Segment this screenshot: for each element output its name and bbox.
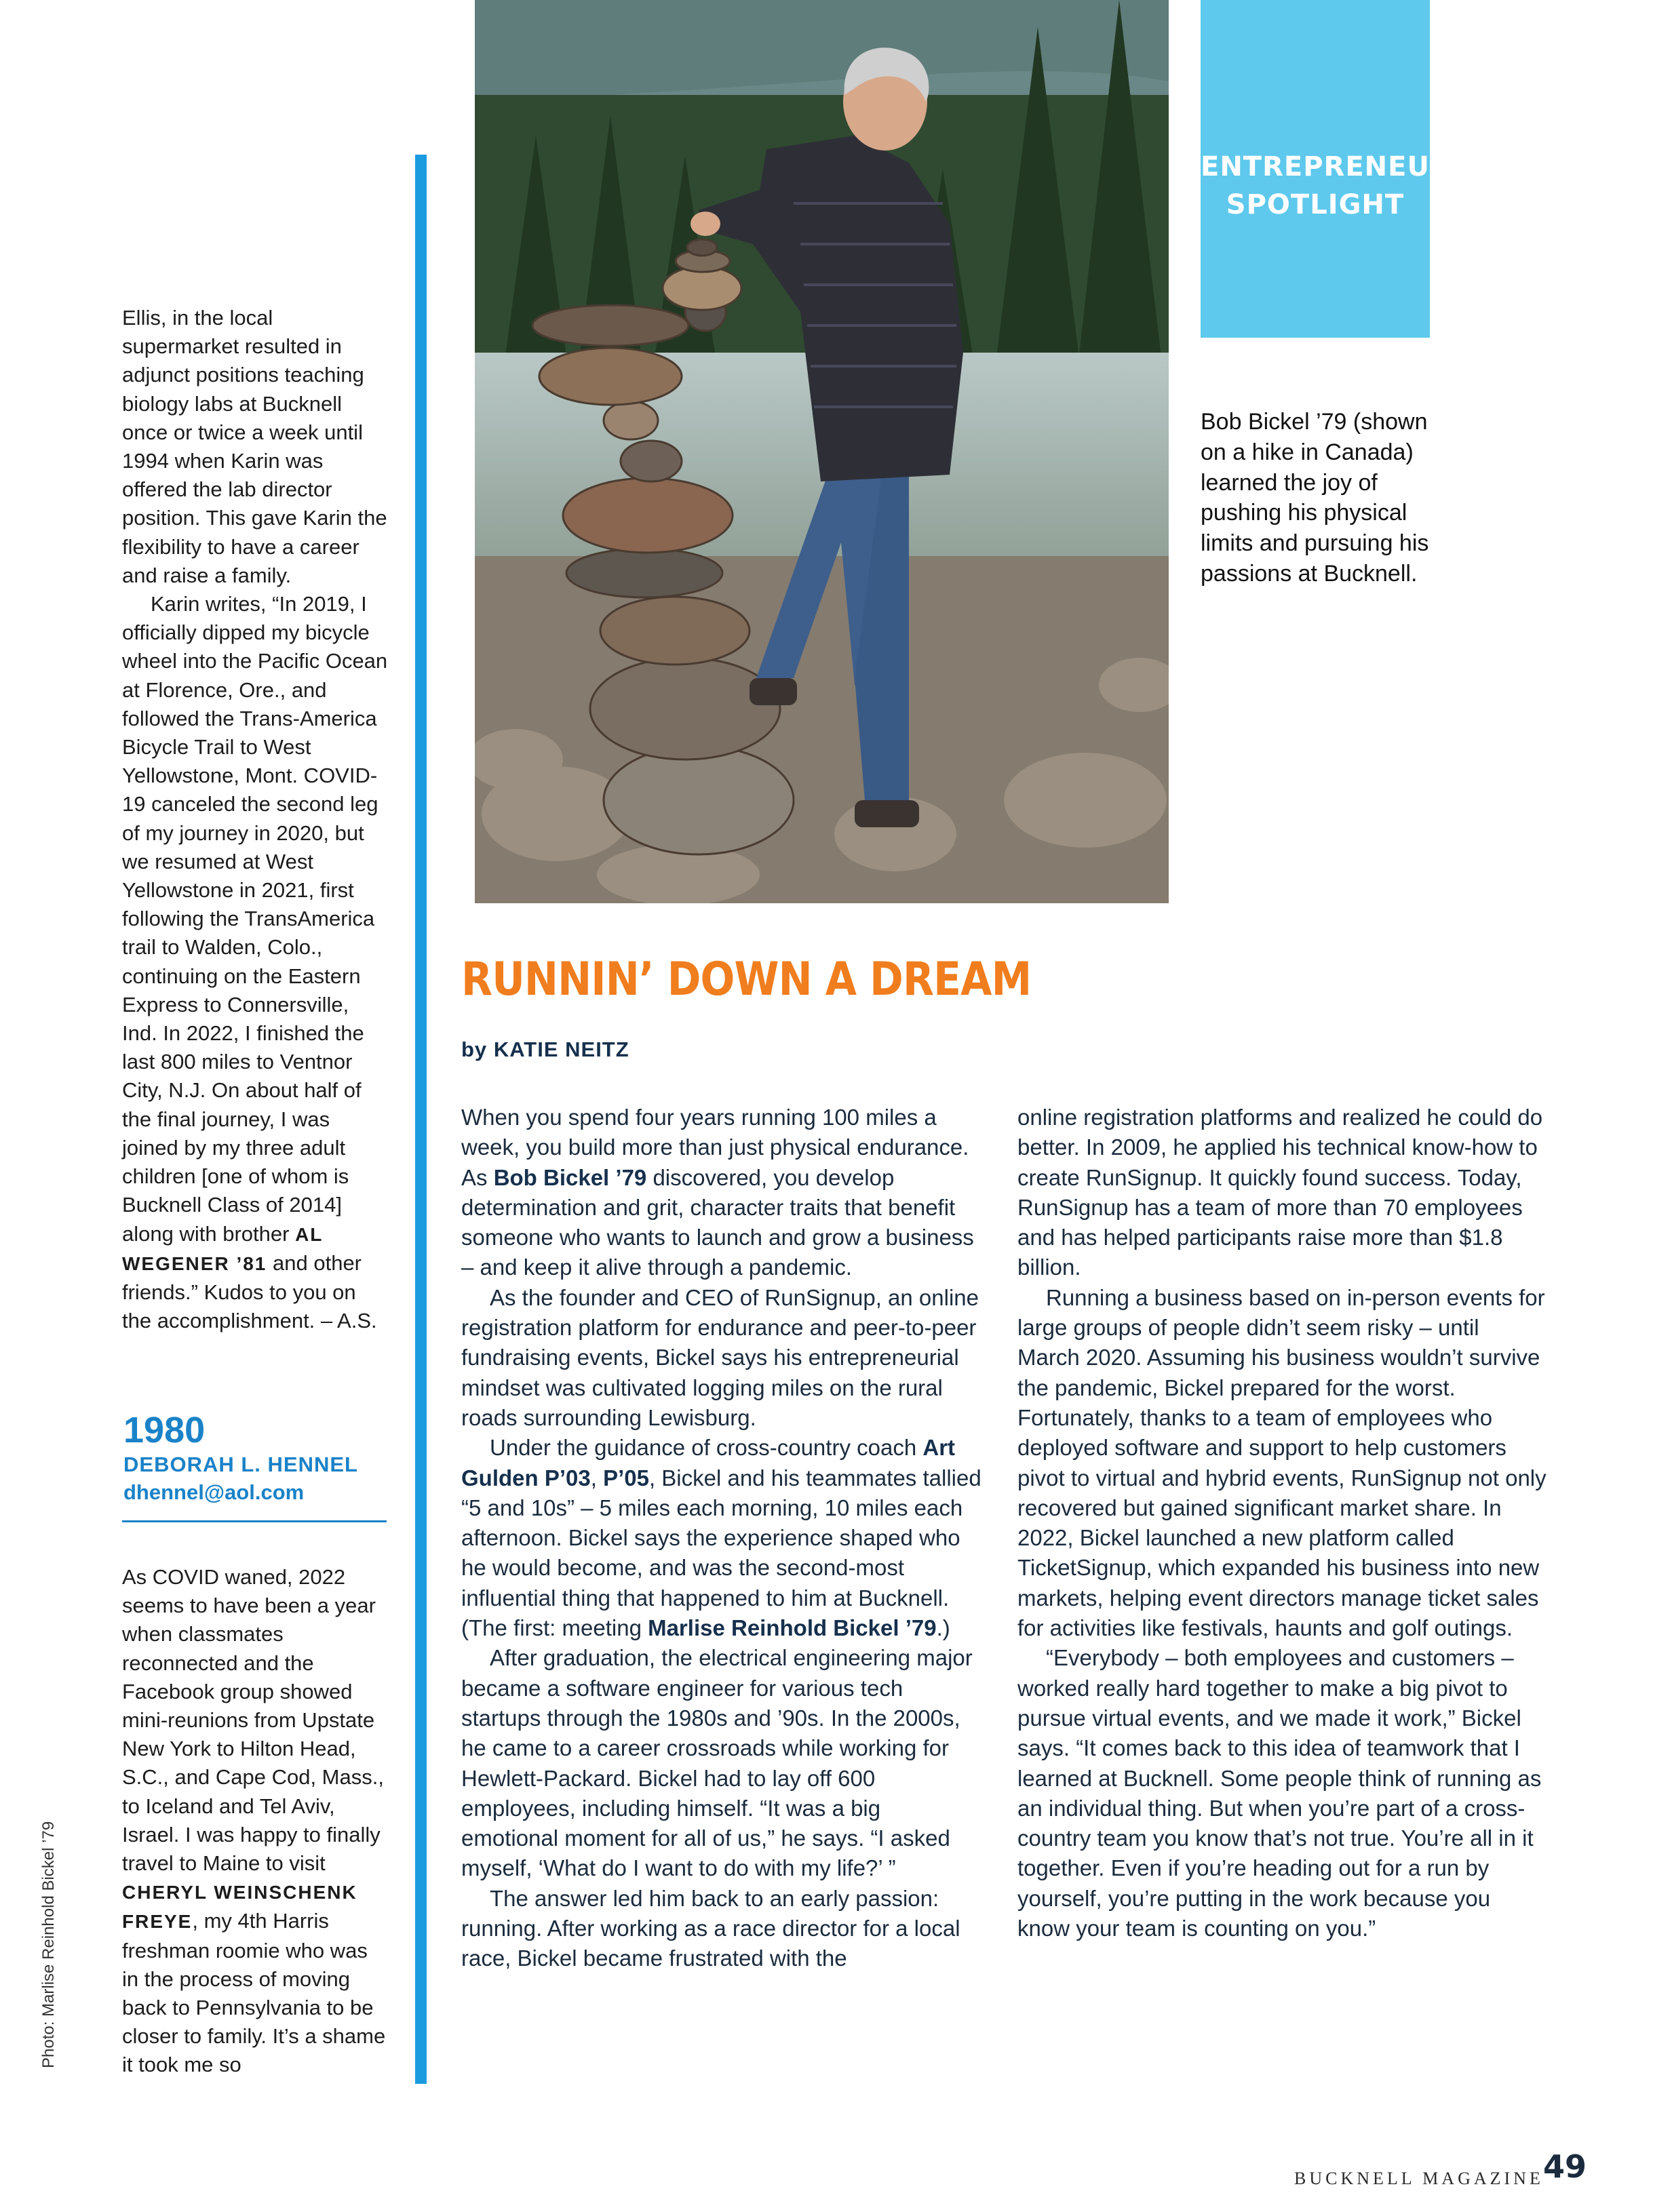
article-paragraph (461, 1433, 984, 1643)
article-paragraph (461, 1103, 984, 1283)
column-accent-bar (415, 155, 427, 2084)
magazine-name: BUCKNELL MAGAZINE (1294, 2169, 1544, 2188)
article-paragraph: As the founder and CEO of RunSignup, an online registration platform for endurance and peer-to-peer fundraising events, Bickel says his entrepreneurial mindset was cultivated logging miles on the rural roads surrounding Lewisburg. (461, 1284, 979, 1430)
class-note-continued (122, 304, 388, 1335)
paragraph-text: Karin writes, “In 2019, I officially dipped my bicycle wheel into the Pacific Ocean at Florence, Ore., and followed the Trans-America Bicycle Trail to West Yellowstone, Mont. COVID-19 canceled the second leg of my journey in 2020, but we resumed at West Yellowstone in 2021, first following the TransAmerica trail to Walden, Colo., continuing on the Eastern Express to Connersville, Ind. In 2022, I finished the last 800 miles to Ventnor City, N.J. On about half of the final journey, I was joined by my three adult children [one of whom is Bucknell Class of 2014] along with brother (122, 592, 388, 1246)
alumni-name: CHERYL WEINSCHENK FREYE (122, 1882, 357, 1933)
alumni-name: Marlise Reinhold Bickel ’79 (648, 1615, 937, 1641)
byline-prefix: by (461, 1038, 488, 1061)
article-paragraph: online registration platforms and realized he could do better. In 2009, he applied his technical know-how to create RunSignup. It quickly found success. Today, RunSignup has a team of more than 70 employees and has helped participants raise more than $1.8 billion. (1017, 1105, 1543, 1280)
paragraph-text: discovered, you develop determination and grit, character traits that benefit someone who wants to launch and grow a business – and keep it alive through a pandemic. (461, 1164, 974, 1280)
section-label-box (1201, 0, 1452, 338)
class-note-1980 (122, 1563, 388, 2080)
paragraph-text: .) (936, 1615, 950, 1641)
article-paragraph: Running a business based on in-person events for large groups of people didn’t seem risky – until March 2020. Assuming his business wouldn’t survive the pandemic, Bickel prepared for the worst. Fortunately, thanks to a team of employees who deployed software and support to help customers pivot to virtual and hybrid events, RunSignup not only recovered but gained significant market share. In 2022, Bickel launched a new platform called TicketSignup, which expanded his business into new markets, helping event directors manage ticket sales for activities like festivals, haunts and golf outings. (1017, 1284, 1547, 1641)
paragraph-text: , Bickel and his teammates tallied “5 and 10s” – 5 miles each morning, 10 miles each afternoon. Bickel says the experience shaped who he would become, and was the second-most influential thing that happened to him at Bucknell. (The first: meeting (461, 1465, 981, 1641)
paragraph-text: Under the guidance of cross-country coach (490, 1435, 917, 1461)
alumni-name: P’05 (603, 1465, 649, 1490)
paragraph-text: , my 4th Harris freshman roomie who was in the process of moving back to Pennsylvania to be closer to family. It’s a shame it took me so (122, 1909, 386, 2077)
class-note-paragraph (122, 590, 388, 1335)
class-note-paragraph: Ellis, in the local supermarket resulted in adjunct positions teaching biology labs at Bucknell once or twice a week until 1994 when Karin was offered the lab director position. This gave Karin the flexibility to have a career and raise a family. (122, 306, 387, 587)
article-byline (461, 1038, 629, 1062)
photo-caption: Bob Bickel ’79 (shown on a hike in Canada) learned the joy of pushing his physical limits and pursuing his passions at Bucknell. (1201, 409, 1429, 587)
page-number: 49 (1543, 2148, 1587, 2185)
paragraph-text: , (590, 1465, 597, 1490)
photo-credit: Photo: Marlise Reinhold Bickel ’79 (39, 1821, 58, 2068)
class-year-heading: 1980 (123, 1410, 206, 1450)
alumni-name: Art Gulden P’03 (461, 1435, 956, 1490)
alumni-name: AL WEGENER ’81 (122, 1223, 323, 1274)
article-headline: RUNNIN’ DOWN A DREAM (461, 953, 1032, 1006)
article-column-2 (1017, 1103, 1547, 1943)
section-label: ENTREPRENEUR SPOTLIGHT (1201, 151, 1452, 220)
class-note-paragraph (122, 1563, 388, 2080)
paragraph-text: As COVID waned, 2022 seems to have been a year when classmates reconnected and the Facebook group showed mini-reunions from Upstate New York to Hilton Head, S.C., and Cape Cod, Mass., to Iceland and Tel Aviv, Israel. I was happy to finally travel to Maine to visit (122, 1565, 384, 1876)
hiker-stone-cairn-illustration (475, 0, 1169, 903)
section-divider (122, 1520, 387, 1522)
article-paragraph: After graduation, the electrical engineering major became a software engineer for various tech startups through the 1980s and ’90s. In the 2000s, he came to a career crossroads while working for Hewlett-Packard. Bickel had to lay off 600 employees, including himself. “It was a big emotional moment for all of us,” he says. “I asked myself, ‘What do I want to do with my life?’ ” (461, 1645, 973, 1881)
byline-author: KATIE NEITZ (493, 1038, 629, 1061)
article-paragraph: “Everybody – both employees and customers – worked really hard together to make a big pivot to pursue virtual events, and we made it work,” Bickel says. “It comes back to this idea of teamwork that I learned at Bucknell. Some people think of running as an individual thing. But when you’re part of a cross-country team you know that’s not true. You’re all in it together. Even if you’re heading out for a run by yourself, you’re putting in the work because you know your team is counting on you.” (1017, 1645, 1542, 1941)
class-correspondent-email[interactable]: dhennel@aol.com (123, 1480, 305, 1504)
class-correspondent-name: DEBORAH L. HENNEL (123, 1453, 358, 1476)
alumni-name: Bob Bickel ’79 (493, 1164, 647, 1190)
article-column-1 (461, 1103, 984, 1974)
paragraph-text: and other friends.” Kudos to you on the accomplishment. – A.S. (122, 1250, 377, 1333)
article-paragraph: The answer led him back to an early passion: running. After working as a race director for a local race, Bickel became frustrated with the (461, 1885, 960, 1971)
feature-photo (475, 0, 1169, 903)
paragraph-text: When you spend four years running 100 miles a week, you build more than just physical endurance. As (461, 1105, 969, 1190)
